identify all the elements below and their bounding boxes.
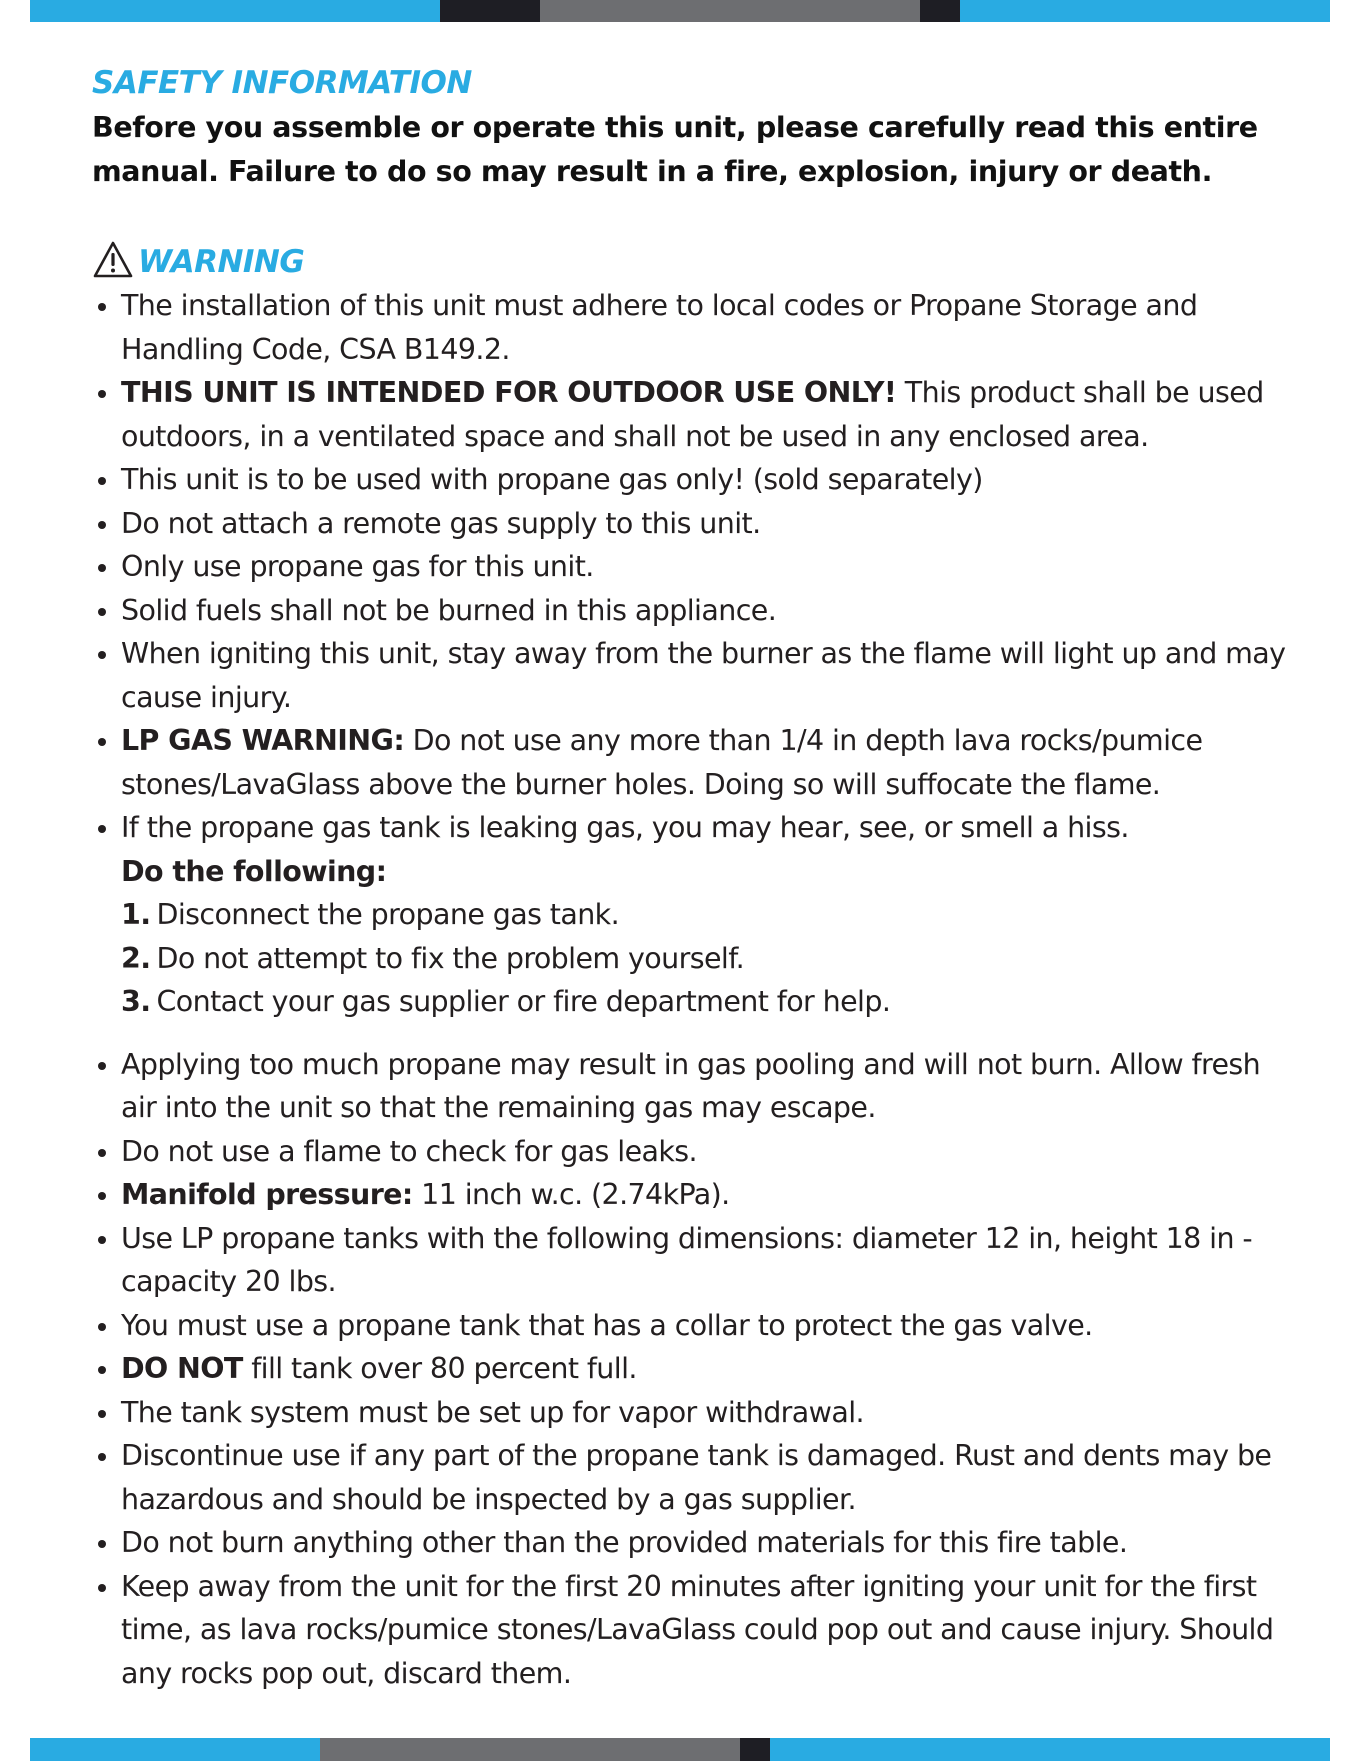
list-item: Discontinue use if any part of the propane tank is damaged. Rust and dents may be hazardous and should be inspected by a gas supplier. bbox=[92, 1434, 1292, 1521]
list-item: You must use a propane tank that has a collar to protect the gas valve. bbox=[92, 1304, 1292, 1348]
warning-list bbox=[92, 284, 1292, 1695]
manifold-pressure-emphasis: Manifold pressure: bbox=[121, 1178, 413, 1211]
band-stripe bbox=[960, 0, 1330, 22]
leak-step: 1. Disconnect the propane gas tank. bbox=[121, 898, 620, 931]
list-item: Do not attach a remote gas supply to this unit. bbox=[92, 502, 1292, 546]
list-item: When igniting this unit, stay away from the burner as the flame will light up and may cause injury. bbox=[92, 632, 1292, 719]
list-item: Do not use a flame to check for gas leaks. bbox=[92, 1130, 1292, 1174]
safety-section bbox=[92, 60, 1292, 1695]
warning-label: WARNING bbox=[138, 244, 305, 280]
list-item: Use LP propane tanks with the following dimensions: diameter 12 in, height 18 in - capacity 20 lbs. bbox=[92, 1217, 1292, 1304]
band-stripe bbox=[30, 0, 440, 22]
footer-band bbox=[30, 1738, 1330, 1761]
list-item: This unit is to be used with propane gas only! (sold separately) bbox=[92, 458, 1292, 502]
list-item: The tank system must be set up for vapor withdrawal. bbox=[92, 1391, 1292, 1435]
leak-step: 2. Do not attempt to fix the problem yourself. bbox=[121, 941, 745, 975]
list-item: Solid fuels shall not be burned in this appliance. bbox=[92, 589, 1292, 633]
intro-paragraph: Before you assemble or operate this unit, please carefully read this entire manual. Failure to do so may result in a fire, explosion, injury or death. bbox=[92, 111, 1258, 188]
leak-steps-list bbox=[121, 893, 1292, 1024]
band-center bbox=[540, 0, 920, 22]
list-item: The installation of this unit must adhere to local codes or Propane Storage and Handling Code, CSA B149.2. bbox=[92, 284, 1292, 371]
list-item: Only use propane gas for this unit. bbox=[92, 545, 1292, 589]
leak-step: 3. Contact your gas supplier or fire department for help. bbox=[121, 985, 891, 1018]
list-item: THIS UNIT IS INTENDED FOR OUTDOOR USE ONLY! This product shall be used outdoors, in a ventilated space and shall not be used in any enclosed area. bbox=[92, 371, 1292, 458]
warning-triangle-icon bbox=[92, 240, 134, 284]
section-title: SAFETY INFORMATION bbox=[92, 65, 472, 101]
outdoor-use-emphasis: THIS UNIT IS INTENDED FOR OUTDOOR USE ONLY! bbox=[121, 376, 897, 409]
lp-gas-warning-emphasis: LP GAS WARNING: bbox=[121, 724, 405, 757]
list-item: Do not burn anything other than the provided materials for this fire table. bbox=[92, 1521, 1292, 1565]
list-item: LP GAS WARNING: Do not use any more than 1/4 in depth lava rocks/pumice stones/LavaGlass above the burner holes. Doing so will suffocate the flame. bbox=[92, 719, 1292, 806]
band-center bbox=[320, 1738, 740, 1761]
band-stripe bbox=[30, 1738, 320, 1761]
list-item: Keep away from the unit for the first 20 minutes after igniting your unit for the first time, as lava rocks/pumice stones/LavaGlass could pop out and cause injury. Should any rocks pop out, discard them. bbox=[92, 1565, 1292, 1696]
list-item: If the propane gas tank is leaking gas, you may hear, see, or smell a hiss. Do the following: 1. Disconnect the propane gas tank. 2. Do not attempt to fix the problem yourself. 3. Contact your gas supplier or fire department for help. bbox=[92, 806, 1292, 1024]
list-item: Manifold pressure: 11 inch w.c. (2.74kPa). bbox=[92, 1173, 1292, 1217]
warning-heading bbox=[92, 240, 1292, 284]
leak-steps-heading: Do the following: bbox=[121, 854, 387, 888]
header-band bbox=[30, 0, 1330, 22]
list-item: DO NOT fill tank over 80 percent full. bbox=[92, 1347, 1292, 1391]
list-item: Applying too much propane may result in gas pooling and will not burn. Allow fresh air into the unit so that the remaining gas may escape. bbox=[92, 1043, 1292, 1130]
band-stripe bbox=[770, 1738, 1330, 1761]
do-not-emphasis: DO NOT bbox=[121, 1352, 243, 1385]
